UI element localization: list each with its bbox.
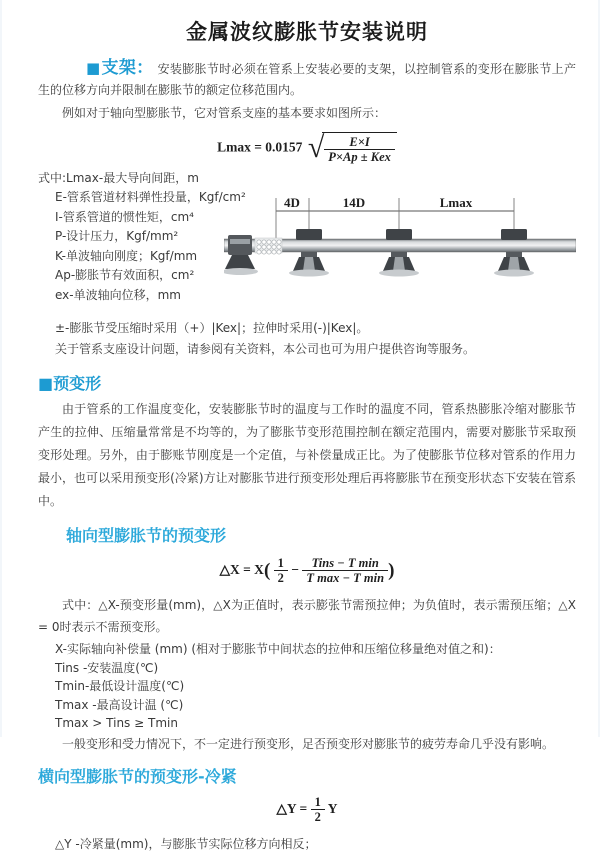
param-line: E-管系管道材料弹性投量，Kgf/cm² [55,190,246,205]
formula-dy-lhs: △Y = [276,800,308,816]
lateral-note: △Y -冷紧量(mm)，与膨胀节实际位移方向相反； [55,837,317,852]
left-paren: ( [263,559,271,581]
consult-note: 关于管系支座设计问题，请参阅有关资料，本公司也可为用户提供咨询等服务。 [55,341,476,356]
formula-lmax-numerator: E×I [349,135,370,149]
formula-delta-y [38,795,576,825]
param-line: K-单波轴向刚度；Kgf/mm [55,248,198,263]
param-line: I-管系管道的惯性矩，cm⁴ [55,209,194,224]
bellows-icon [255,238,282,254]
pipe-support [494,229,534,277]
support-heading-label: 支架： [101,58,154,78]
axial-x-note: X-实际轴向补偿量 (mm) (相对于膨胀节中间状态的拉伸和压缩位移量绝对值之和)： [55,641,501,656]
pipe-support [379,229,419,277]
section-heading-support [86,58,153,78]
one-half-fraction: $\frac{1}{2}$ [311,795,325,825]
predeform-body: 由于管系的工作温度变化，安装膨胀节时的温度与工作时的温度不同，管系热膨胀冷缩对膨胀节产生的拉伸、压缩量常常是不均等的，为了膨胀节变形范围控制在额定范围内，需要对膨胀节采取预变形处理。另外，由于膨账节刚度是一个定值，与补偿量成正比。为了使膨胀节位移对管系的作用力最小，也可以采用预变形(冷紧)方让对膨胀节进行预变形处理后再将膨胀节在预变形状态下安装在管系中。 [38,401,576,508]
plusminus-note: ±-膨胀节受压缩时采用（+）|Kex|；拉伸时采用(-)|Kex|。 [55,320,369,335]
formula-lmax-denominator: P×Ap ± Kex [324,149,395,164]
parameter-list-and-diagram [38,169,576,317]
page-title: 金属波纹膨胀节安装说明 [186,20,428,44]
formula-dx-lhs: △X = X [219,561,264,577]
one-half-fraction: $\frac{1}{2}$ [274,556,288,586]
formula-dy-rhs: Y [327,800,338,816]
param-line: Ap-膨胀节有效面积，cm² [55,268,195,283]
temp-line: Tins -安装温度(℃) [55,660,159,675]
formula-lmax-radicand [322,132,397,165]
temperature-definitions [38,659,576,733]
minus-sign: − [291,561,299,577]
predeform-heading-label: 预变形 [53,373,102,393]
param-line: P-设计压力，Kgf/mm² [55,229,179,244]
axial-fatigue-note: 一般变形和受力情况下，不一定进行预变形，足否预变形对膨胀节的疲劳寿命几乎没有影响。 [62,736,555,751]
temperature-fraction: $\frac{\text{Tins − T min}}{\text{T max − T min}}$ [302,556,388,586]
param-line: ex-单波轴向位移，mm [55,287,181,302]
support-example-line: 例如对于轴向型膨胀节，它对管系支座的基本要求如图所示： [62,106,387,120]
temp-line: Tmax > Tins ≥ Tmin [55,716,178,730]
sqrt-icon: √ [307,131,325,165]
support-intro-paragraph [38,58,576,101]
pipe-support [289,229,329,277]
formula-lmax-lhs: Lmax = 0.0157 [217,139,303,155]
section-heading-predeform [38,371,576,394]
document-page [2,0,598,852]
dim-label-lmax: Lmax [439,194,473,210]
section-bullet-icon: ■ [86,59,101,77]
section-bullet-icon: ■ [38,373,54,393]
axial-explain: 式中：△X-预变形量(mm)，△X为正值时，表示膨张节需预拉伸；为负值时，表示需预压缩；△X = 0时表示不需预变形。 [38,597,576,634]
subsection-heading-axial: 轴向型膨胀节的预变形 [66,525,227,545]
formula-lmax [38,132,576,165]
param-line: 式中:Lmax-最大导向间距，m [38,170,199,185]
support-intro-text: 安装膨胀节时必须在管系上安装必要的支架，以控制管系的变形在膨胀节上产生的位移方向并限制在膨胀节的额定位移范围内。 [38,62,576,97]
formula-delta-x [38,556,576,586]
right-paren: ) [388,559,395,581]
temp-line: Tmin-最低设计温度(℃) [55,679,185,693]
temp-line: Tmax -最高设计温 (℃) [55,697,184,712]
dim-label-14d: 14D [342,194,366,210]
pipe-support-diagram [224,195,576,291]
dim-label-4d: 4D [284,194,300,210]
subsection-heading-lateral: 横向型膨胀节的预变形-冷紧 [38,766,237,786]
